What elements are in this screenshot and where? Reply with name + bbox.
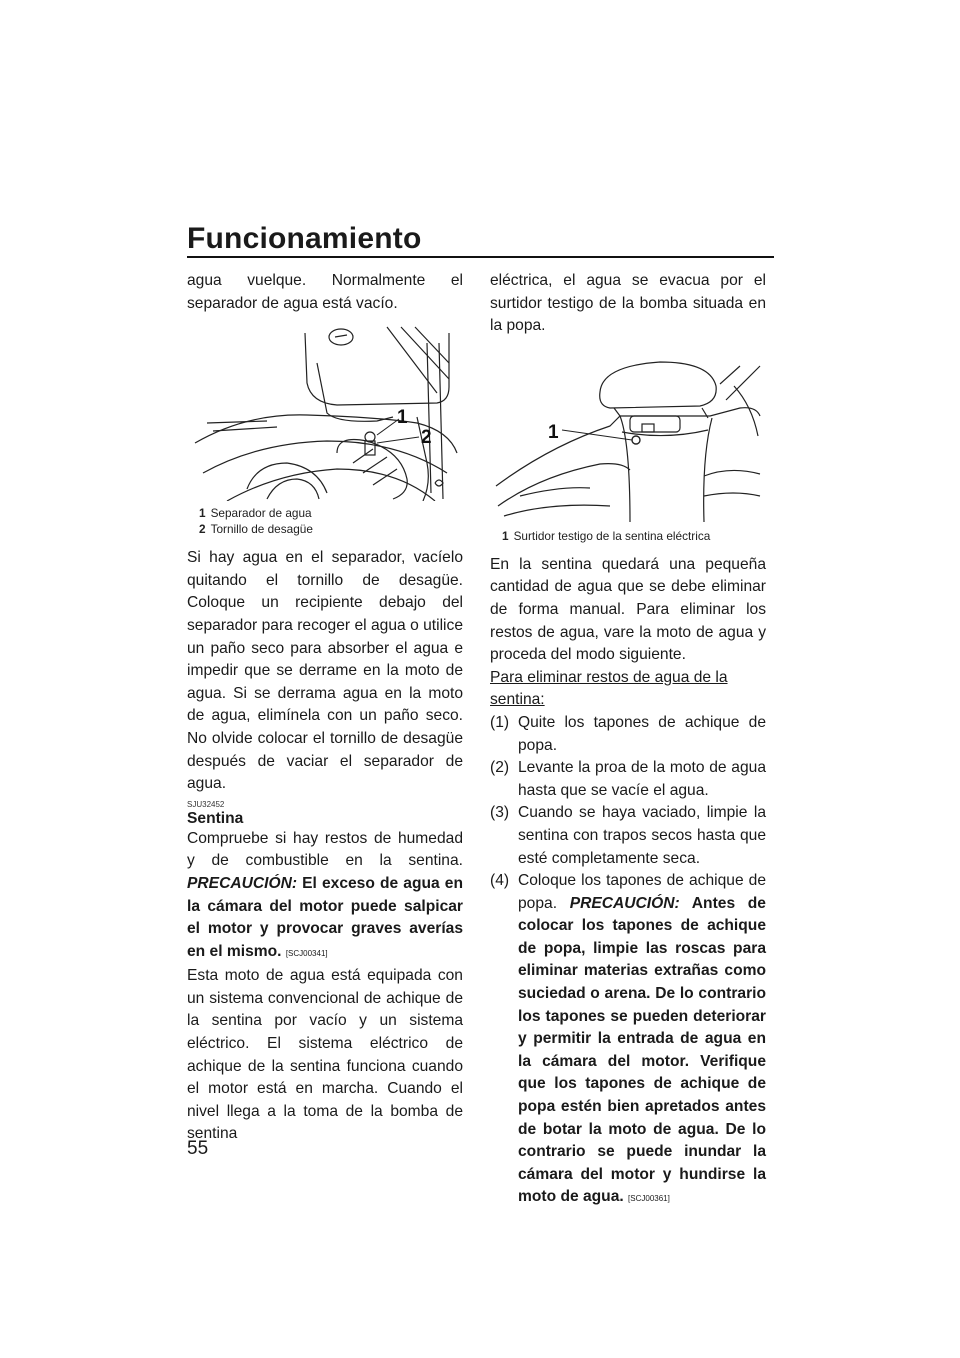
procedure-steps [490, 712, 766, 1211]
section-title: Sentina [187, 809, 244, 827]
callout-1: 1 [548, 421, 559, 443]
caption-item: 1 Surtidor testigo de la sentina eléctrica [502, 528, 711, 543]
left-column [187, 270, 463, 1146]
residual-water-paragraph: En la sentina quedará una pequeña cantidad de agua que se debe eliminar de forma manual. Para eliminar los restos de agua, vare la moto de agua y proceda del modo siguiente. [490, 555, 766, 664]
bilge-outlet-illustration [490, 346, 766, 524]
list-item: (1) Quite los tapones de achique de popa. [490, 713, 766, 754]
caution-notice: PRECAUCIÓN: Antes de colocar los tapones de achique de popa, limpie las roscas para eliminar materias extrañas como suciedad o arena. De lo contrario los tapones se pueden deteriorar y permitir la entrada de agua en la cámara del motor. Verifique que los tapones de achique de popa estén bien apretados antes de botar la moto de agua. De lo contrario se puede inundar la cámara del motor y hundirse la moto de agua. [518, 894, 766, 1206]
callout-1: 1 [397, 407, 408, 429]
figure-captions [199, 505, 463, 537]
page-number: 55 [187, 1138, 209, 1159]
separator-paragraph: Si hay agua en el separador, vacíelo quitando el tornillo de desagüe. Coloque un recipiente debajo del separador para recoger el agua o utilice un paño seco para absorber el agua e impedir que se derrame en la moto de agua. Si se derrama agua en la moto de agua, elimínela con un paño seco. No olvide colocar el tornillo de desagüe después de vaciar el separador de agua. [187, 549, 463, 793]
bilge-outlet-figure [490, 346, 766, 544]
right-intro-paragraph: eléctrica, el agua se evacua por el surtidor testigo de la bomba situada en la popa. [490, 272, 766, 335]
caution-ref: [SCJ00341] [285, 948, 328, 958]
section-code: SJU32452 [187, 799, 225, 809]
figure-captions [502, 528, 766, 544]
caution-ref: [SCJ00361] [628, 1194, 670, 1204]
water-separator-illustration [187, 323, 463, 501]
bilge-paragraph: Compruebe si hay restos de humedad y de combustible en la sentina. PRECAUCIÓN: El exceso de agua en la cámara del motor puede salpicar el motor y provocar graves averías en el mismo. [SCJ00341] [187, 829, 463, 960]
left-intro-paragraph: agua vuelque. Normalmente el separador de agua está vacío. [187, 272, 463, 312]
bilge-system-paragraph: Esta moto de agua está equipada con un sistema convencional de achique de la sentina por vacío y un sistema eléctrico. El sistema eléctrico de achique de la sentina funciona cuando el motor está en marcha. Cuando el nivel llega a la toma de la bomba de sentina [187, 967, 463, 1143]
header-rule [187, 256, 774, 258]
water-separator-figure [187, 323, 463, 537]
caption-item: 2 Tornillo de desagüe [199, 522, 313, 537]
right-column [490, 270, 766, 1211]
caption-item: 1 Separador de agua [199, 506, 312, 521]
list-item: (3) Cuando se haya vaciado, limpie la sentina con trapos secos hasta que esté completamente seca. [490, 804, 766, 867]
page-title: Funcionamiento [187, 222, 422, 255]
procedure-heading: Para eliminar restos de agua de la sentina: [490, 668, 728, 709]
caution-notice: PRECAUCIÓN: El exceso de agua en la cámara del motor puede salpicar el motor y provocar graves averías en el mismo. [187, 874, 463, 960]
list-item: (4) Coloque los tapones de achique de popa. PRECAUCIÓN: Antes de colocar los tapones de achique de popa, limpie las roscas para eliminar materias extrañas como suciedad o arena. De lo contrario los tapones se pueden deteriorar y permitir la entrada de agua en la cámara del motor. Verifique que los tapones de achique de popa estén bien apretados antes de botar la moto de agua. De lo contrario se puede inundar la cámara del motor y hundirse la moto de agua. [SCJ00361] [490, 872, 766, 1206]
list-item: (2) Levante la proa de la moto de agua hasta que se vacíe el agua. [490, 759, 766, 799]
callout-2: 2 [421, 427, 432, 449]
